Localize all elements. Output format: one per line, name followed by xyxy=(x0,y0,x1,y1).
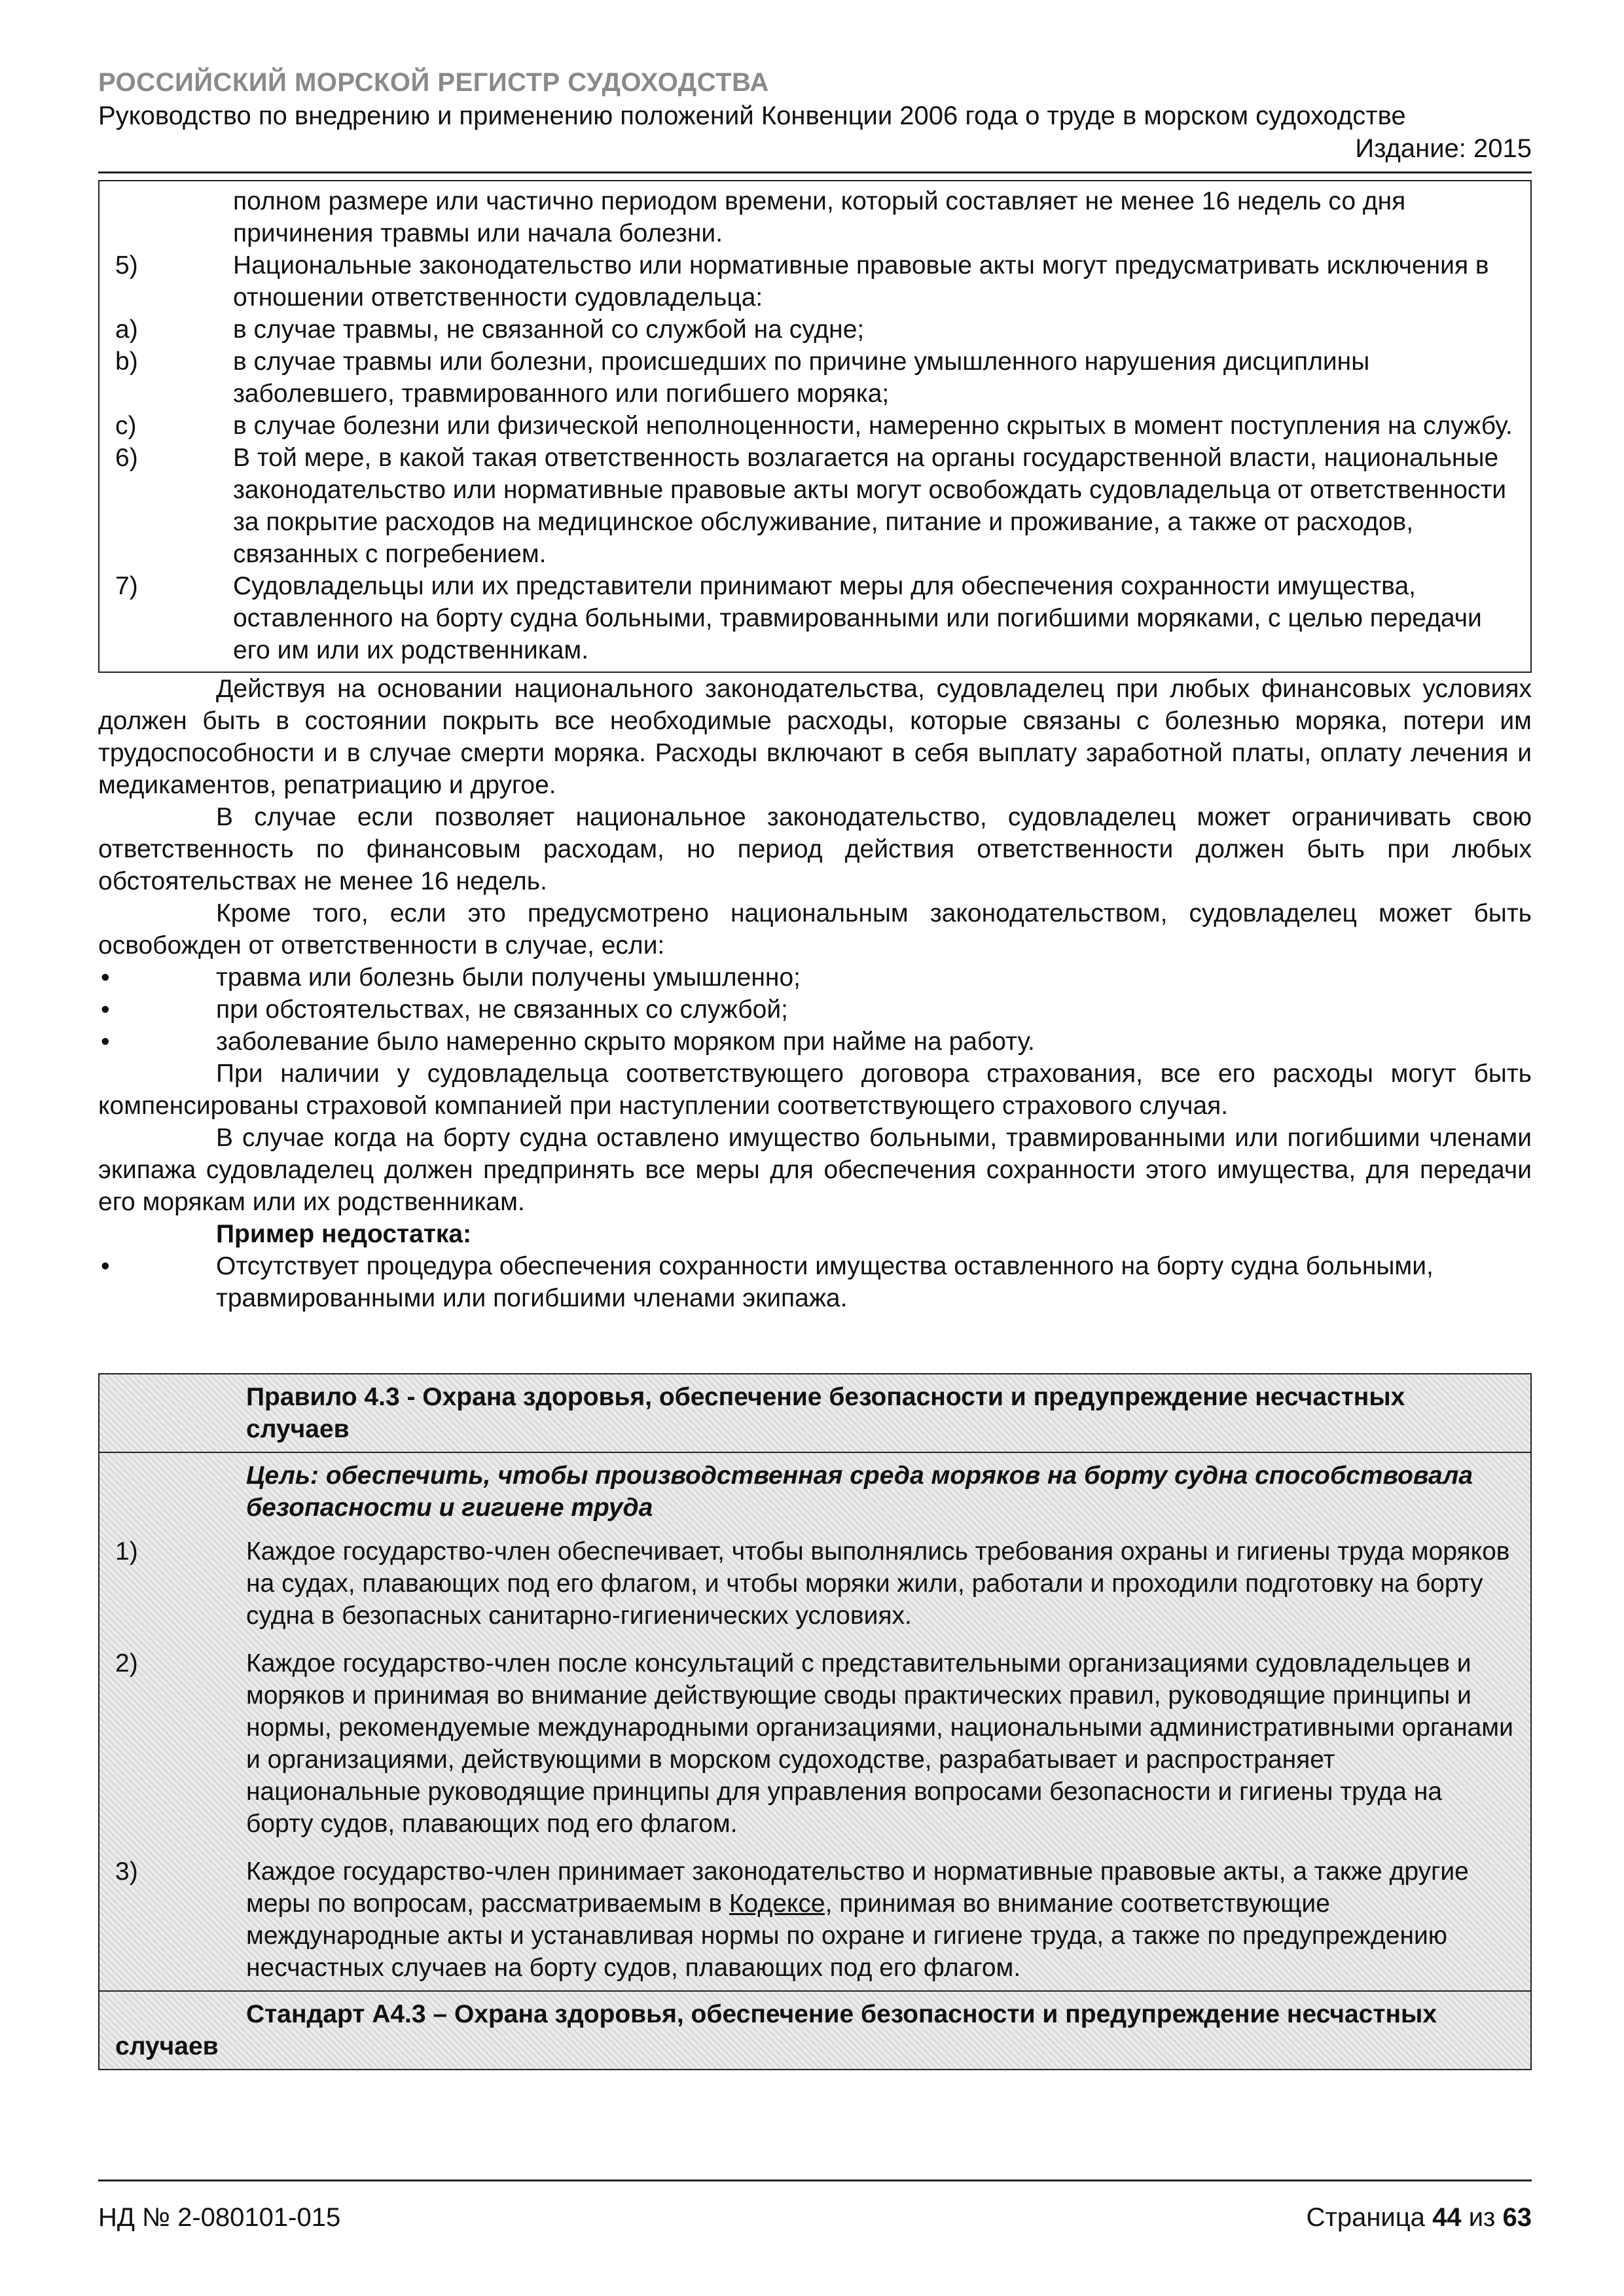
quote-item-text: полном размере или частично периодом времени, который составляет не менее 16 недель со дня причинения травмы или начала болезни. xyxy=(233,187,1406,247)
quote-item-number: c) xyxy=(115,412,137,440)
quote-item-number: b) xyxy=(115,348,138,376)
document-number: НД № 2-080101-015 xyxy=(98,2203,341,2232)
paragraph: При наличии у судовладельца соответствующего договора страхования, все его расходы могут быть компенсированы страховой компанией при наступлении соответствующего страхового случая. xyxy=(98,1060,1532,1120)
example-heading: Пример недостатка: xyxy=(216,1220,472,1248)
page-footer xyxy=(98,2179,1532,2234)
quote-item xyxy=(115,185,1515,249)
quote-item-text: в случае болезни или физической неполноценности, намеренно скрытых в момент поступления на службу. xyxy=(233,412,1513,440)
regulation-heading: Правило 4.3 - Охрана здоровья, обеспечение безопасности и предупреждение несчастных случаев xyxy=(246,1383,1405,1443)
quote-item-text: в случае травмы, не связанной со службой на судне; xyxy=(233,315,865,344)
quote-item-text: в случае травмы или болезни, происшедших по причине умышленного нарушения дисциплины заболевшего, травмированного или погибшего моряка; xyxy=(233,348,1370,408)
bullet-icon: • xyxy=(101,963,110,992)
bullet-item xyxy=(98,961,1532,994)
quote-item xyxy=(115,249,1515,314)
quote-item xyxy=(115,570,1515,666)
header-divider xyxy=(98,171,1532,173)
quote-item-number: 6) xyxy=(115,444,138,472)
standard-heading-row xyxy=(99,1992,1530,2069)
quote-item-text: Национальные законодательство или нормативные правовые акты могут предусматривать исключения в отношении ответственности судовладельца: xyxy=(233,251,1489,312)
regulation-item xyxy=(115,1535,1515,1632)
paragraph: Действуя на основании национального законодательства, судовладелец при любых финансовых условиях должен быть в состоянии покрыть все необходимые расходы, которые связаны с болезнью моряка, потери им трудоспособности и в случае смерти моряка. Расходы включают в себя выплату заработной платы, оплату лечения и медикаментов, репатриацию и другое. xyxy=(98,675,1532,799)
regulation-table xyxy=(98,1373,1532,2070)
quote-item-number: 5) xyxy=(115,251,138,279)
quote-item-text: Судовладельцы или их представители принимают меры для обеспечения сохранности имущества, оставленного на борту судна больными, травмированными или погибшими моряками, с целью передачи его им или их родственникам. xyxy=(233,572,1482,664)
bullet-item xyxy=(98,994,1532,1026)
page-counter: Страница 44 из 63 xyxy=(1306,2203,1532,2232)
quote-item-number: a) xyxy=(115,315,138,344)
bullet-item xyxy=(98,1250,1532,1314)
current-page: 44 xyxy=(1432,2203,1462,2232)
regulation-item-number: 2) xyxy=(115,1649,138,1677)
code-link[interactable]: Кодексе, xyxy=(729,1890,833,1918)
regulation-item xyxy=(115,1856,1515,1984)
regulation-item-number: 3) xyxy=(115,1857,138,1886)
bullet-icon: • xyxy=(101,996,110,1024)
regulation-item-text: Каждое государство-член после консультаций с представительными организациями судовладельцев и моряков и принимая во внимание действующие своды практических правил, руководящие принципы и нормы, рекомендуемые международными организациями, национальными административными органами и организациями, действующими в морском судоходстве, разрабатывает и распространяет национальные руководящие принципы для управления вопросами безопасности и гигиены труда на борту судов, плавающих под его флагом. xyxy=(246,1649,1513,1838)
document-title: Руководство по внедрению и применению положений Конвенции 2006 года о труде в морском судоходстве xyxy=(98,101,1406,130)
paragraph: В случае если позволяет национальное законодательство, судовладелец может ограничивать свою ответственность по финансовым расходам, но период действия ответственности должен быть при любых обстоятельствах не менее 16 недель. xyxy=(98,803,1532,895)
regulation-item-text: Каждое государство-член принимает законодательство и нормативные правовые акты, а также другие меры по вопросам, рассматриваемым в Кодексе, принимая во внимание соответствующие международные акты и устанавливая нормы по охране и гигиене труда, а также по предупреждению несчастных случаев на борту судов, плавающих под его флагом. xyxy=(246,1857,1469,1982)
quote-item-text: В той мере, в какой такая ответственность возлагается на органы государственной власти, национальные законодательство или нормативные правовые акты могут освобождать судовладельца от ответственности за покрытие расходов на медицинское обслуживание, питание и проживание, а также от расходов, связанных с погребением. xyxy=(233,444,1507,568)
bullet-icon: • xyxy=(101,1028,110,1056)
convention-quote-box xyxy=(98,180,1532,673)
regulation-body-row xyxy=(99,1453,1530,1992)
page-header xyxy=(98,65,1532,173)
organization-name: РОССИЙСКИЙ МОРСКОЙ РЕГИСТР СУДОХОДСТВА xyxy=(98,68,769,97)
quote-item xyxy=(115,442,1515,570)
edition-label: Издание: 2015 xyxy=(1355,134,1532,163)
total-pages: 63 xyxy=(1502,2203,1532,2232)
regulation-heading-row xyxy=(99,1374,1530,1453)
bullet-icon: • xyxy=(101,1252,110,1280)
document-page xyxy=(98,65,1532,2070)
paragraph: В случае когда на борту судна оставлено имущество больными, травмированными или погибшими членами экипажа судовладелец должен предпринять все меры для обеспечения сохранности этого имущества, для передачи его морякам или их родственникам. xyxy=(98,1124,1532,1216)
regulation-item xyxy=(115,1647,1515,1840)
quote-item xyxy=(115,346,1515,410)
bullet-text: при обстоятельствах, не связанных со службой; xyxy=(216,996,788,1024)
quote-item xyxy=(115,410,1515,442)
bullet-text: травма или болезнь были получены умышленно; xyxy=(216,963,801,992)
quote-item xyxy=(115,314,1515,346)
standard-heading: Стандарт А4.3 – Охрана здоровья, обеспечение безопасности и предупреждение несчастных случаев xyxy=(115,2000,1437,2060)
regulation-item-number: 1) xyxy=(115,1537,138,1566)
quote-item-number: 7) xyxy=(115,572,138,600)
bullet-item xyxy=(98,1026,1532,1058)
regulation-item-text: Каждое государство-член обеспечивает, чтобы выполнялись требования охраны и гигиены труда моряков на судах, плавающих под его флагом, и чтобы моряки жили, работали и проходили подготовку на борту судна в безопасных санитарно-гигиенических условиях. xyxy=(246,1537,1510,1630)
regulation-goal: Цель: обеспечить, чтобы производственная среда моряков на борту судна способствовала безопасности и гигиене труда xyxy=(246,1462,1473,1522)
paragraph: Кроме того, если это предусмотрено национальным законодательством, судовладелец может быть освобожден от ответственности в случае, если: xyxy=(98,899,1532,960)
bullet-text: Отсутствует процедура обеспечения сохранности имущества оставленного на борту судна больными, травмированными или погибшими членами экипажа. xyxy=(216,1252,1434,1312)
body-text xyxy=(98,673,1532,1314)
bullet-text: заболевание было намеренно скрыто моряком при найме на работу. xyxy=(216,1028,1035,1056)
